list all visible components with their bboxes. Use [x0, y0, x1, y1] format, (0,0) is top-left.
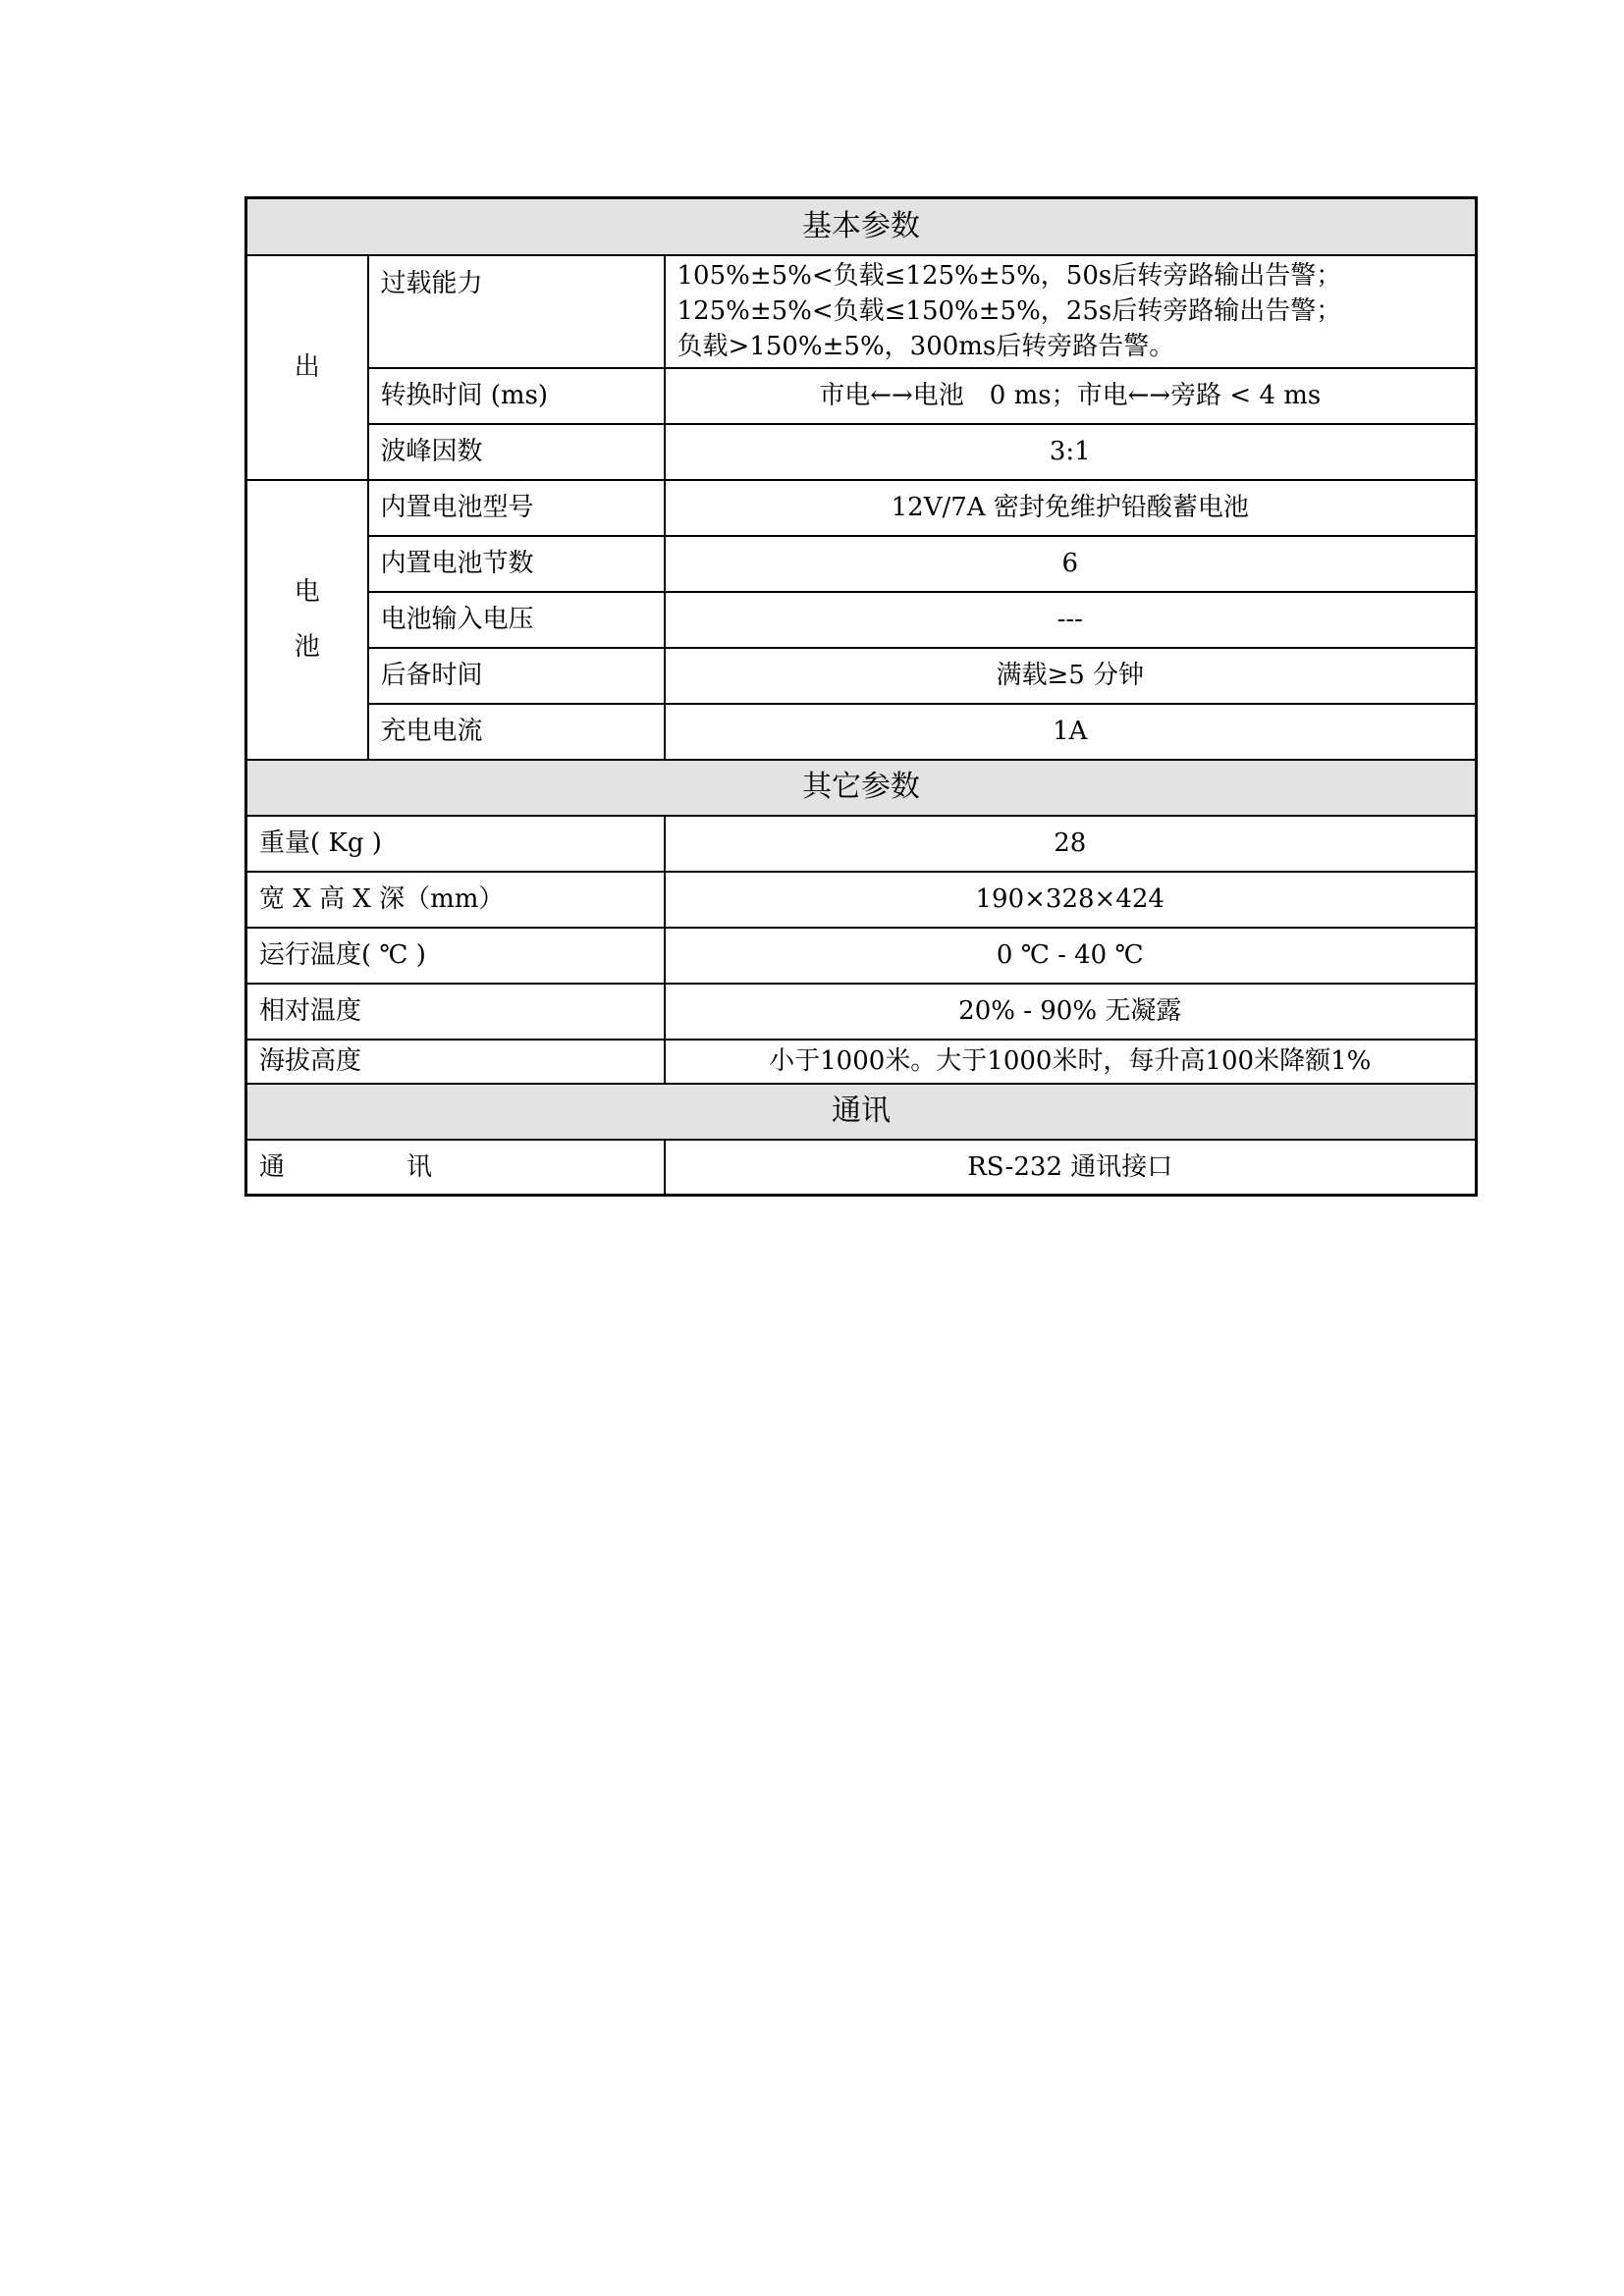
row-label-operating-temp: 运行温度( ℃ )	[246, 928, 665, 984]
section-title-basic: 基本参数	[246, 198, 1477, 255]
section-title-comm: 通讯	[246, 1084, 1477, 1140]
table-row	[246, 480, 1477, 536]
row-value-battery-input-voltage: ---	[665, 592, 1477, 648]
table-row	[246, 592, 1477, 648]
row-value-operating-temp: 0 ℃ - 40 ℃	[665, 928, 1477, 984]
row-label-battery-count: 内置电池节数	[368, 536, 665, 592]
row-value-weight: 28	[665, 816, 1477, 872]
table-row	[246, 1140, 1477, 1196]
row-label-comm	[246, 1140, 665, 1196]
row-value-battery-model: 12V/7A 密封免维护铅酸蓄电池	[665, 480, 1477, 536]
row-label-transfer-time: 转换时间 (ms)	[368, 368, 665, 424]
table-row	[246, 1040, 1477, 1084]
table-row	[246, 704, 1477, 760]
table-row	[246, 928, 1477, 984]
table-row	[246, 368, 1477, 424]
table-row	[246, 984, 1477, 1040]
table-row	[246, 648, 1477, 704]
comm-label-char-2: 讯	[406, 1151, 433, 1182]
row-value-charge-current: 1A	[665, 704, 1477, 760]
section-header-comm	[246, 1084, 1477, 1140]
table-row	[246, 255, 1477, 368]
row-value-comm: RS-232 通讯接口	[665, 1140, 1477, 1196]
comm-label-char-1: 通	[259, 1151, 286, 1182]
group-label-battery	[246, 480, 368, 760]
row-label-overload: 过载能力	[368, 255, 665, 368]
overload-line-2: 125%±5%<负载≤150%±5%，25s后转旁路输出告警；	[677, 296, 1342, 326]
row-label-weight: 重量( Kg )	[246, 816, 665, 872]
row-label-battery-input-voltage: 电池输入电压	[368, 592, 665, 648]
row-value-overload	[665, 255, 1477, 368]
group-label-output: 出	[246, 255, 368, 480]
section-header-basic	[246, 198, 1477, 255]
section-header-other	[246, 760, 1477, 816]
spec-table	[244, 196, 1478, 1197]
row-label-charge-current: 充电电流	[368, 704, 665, 760]
row-value-relative-temp: 20% - 90% 无凝露	[665, 984, 1477, 1040]
row-value-transfer-time: 市电←→电池 0 ms；市电←→旁路 < 4 ms	[665, 368, 1477, 424]
overload-line-3: 负载>150%±5%，300ms后转旁路告警。	[677, 332, 1175, 361]
row-label-dimensions: 宽 X 高 X 深（mm）	[246, 872, 665, 928]
table-row	[246, 872, 1477, 928]
table-row	[246, 424, 1477, 480]
battery-group-char-1: 电	[294, 577, 320, 607]
row-value-dimensions: 190×328×424	[665, 872, 1477, 928]
table-row	[246, 816, 1477, 872]
battery-group-char-2: 池	[294, 632, 320, 662]
row-value-backup-time: 满载≥5 分钟	[665, 648, 1477, 704]
row-value-crest-factor: 3:1	[665, 424, 1477, 480]
row-value-battery-count: 6	[665, 536, 1477, 592]
row-label-relative-temp: 相对温度	[246, 984, 665, 1040]
row-label-altitude: 海拔高度	[246, 1040, 665, 1084]
overload-line-1: 105%±5%<负载≤125%±5%，50s后转旁路输出告警；	[677, 261, 1342, 291]
table-row	[246, 536, 1477, 592]
row-label-crest-factor: 波峰因数	[368, 424, 665, 480]
row-value-altitude: 小于1000米。大于1000米时，每升高100米降额1%	[665, 1040, 1477, 1084]
section-title-other: 其它参数	[246, 760, 1477, 816]
row-label-backup-time: 后备时间	[368, 648, 665, 704]
row-label-battery-model: 内置电池型号	[368, 480, 665, 536]
